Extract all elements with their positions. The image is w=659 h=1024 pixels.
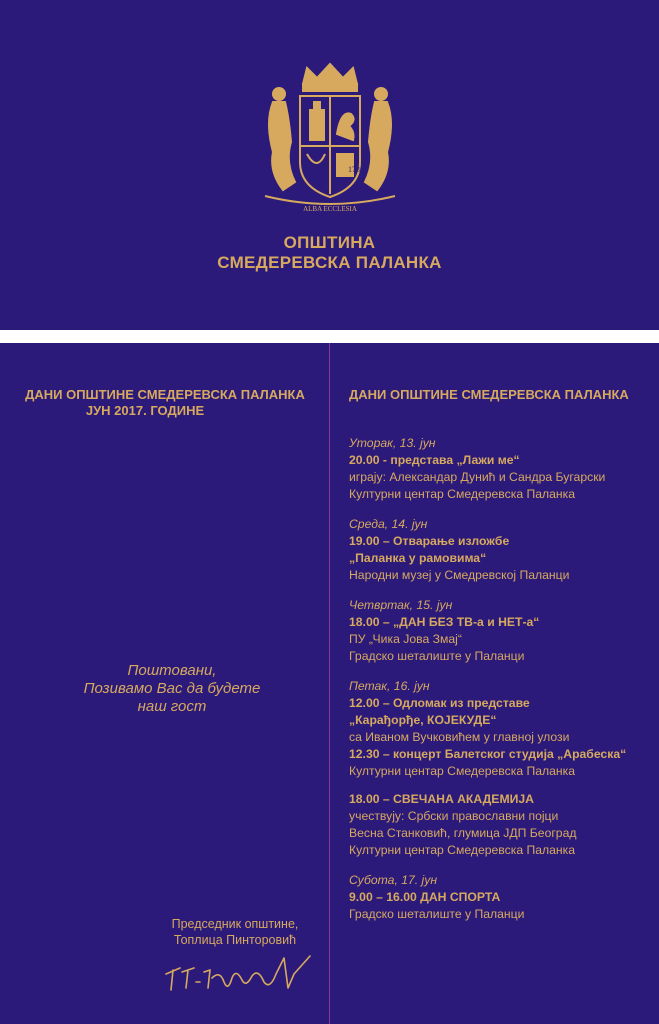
greeting-line: Позивамо Вас да будете — [83, 680, 261, 697]
program-list — [349, 435, 649, 936]
program-day-date: Субота, 17. јун — [349, 873, 438, 887]
program-day — [349, 597, 649, 665]
program-event: 19.00 – Отварање изложбе — [349, 534, 510, 548]
program-day — [349, 872, 649, 923]
program-day-date: Петак, 16. јун — [349, 679, 430, 693]
municipality-title-line1: ОПШТИНА — [283, 233, 376, 252]
program-event: 20.00 - представа „Лажи ме“ — [349, 453, 520, 467]
crest-motto: ALBA ECCLESIA — [303, 205, 357, 213]
program-day-date: Среда, 14. јун — [349, 517, 428, 531]
right-heading: ДАНИ ОПШТИНЕ СМЕДЕРЕВСКА ПАЛАНКА — [349, 387, 629, 402]
signatory-title: Председник општине, — [171, 917, 299, 931]
program-day — [349, 516, 649, 584]
fold-line — [329, 343, 330, 1024]
greeting-line: Поштовани, — [127, 662, 217, 679]
signatory-name: Топлица Пинторовић — [173, 933, 297, 947]
greeting-line: наш гост — [137, 698, 207, 715]
program-detail: Градско шеталиште у Паланци — [349, 907, 525, 921]
greeting — [22, 662, 322, 716]
program-detail: Културни центар Смедеревска Паланка — [349, 764, 576, 778]
program-event: 9.00 – 16.00 ДАН СПОРТА — [349, 890, 501, 904]
left-heading-line1: ДАНИ ОПШТИНЕ СМЕДЕРЕВСКА ПАЛАНКА — [25, 387, 305, 402]
left-heading-line2: ЈУН 2017. ГОДИНЕ — [85, 403, 205, 418]
left-heading — [12, 387, 318, 419]
program-event: 12.30 – концерт Балетског студија „Арабеска“ — [349, 747, 627, 761]
program-day-date: Четвртак, 15. јун — [349, 598, 453, 612]
program-day — [349, 435, 649, 503]
cover-panel — [0, 0, 659, 330]
program-event: „Карађорђе, КОЈЕКУДЕ“ — [349, 713, 497, 727]
program-detail: Културни центар Смедеревска Паланка — [349, 487, 576, 501]
program-detail: учествују: Србски православни појци — [349, 809, 559, 823]
program-event: 18.00 – СВЕЧАНА АКАДЕМИЈА — [349, 792, 534, 806]
program-detail: Градско шеталиште у Паланци — [349, 649, 525, 663]
program-day — [349, 678, 649, 780]
municipality-title — [0, 233, 659, 273]
program-detail: Народни музеј у Смедревској Паланци — [349, 568, 570, 582]
program-event: 18.00 – „ДАН БЕЗ ТВ-а и НЕТ-а“ — [349, 615, 540, 629]
municipality-title-line2: СМЕДЕРЕВСКА ПАЛАНКА — [217, 253, 442, 272]
coat-of-arms-icon — [255, 62, 405, 214]
program-detail: Културни центар Смедеревска Паланка — [349, 843, 576, 857]
program-detail: ПУ „Чика Јова Змај“ — [349, 632, 462, 646]
crest-year: 1730 — [348, 165, 364, 174]
program-day — [349, 791, 649, 859]
program-detail: са Иваном Вучковићем у главној улози — [349, 730, 570, 744]
program-event: „Паланка у рамовима“ — [349, 551, 487, 565]
program-detail: играју: Александар Дунић и Сандра Бугарски — [349, 470, 606, 484]
program-event: 12.00 – Одломак из представе — [349, 696, 530, 710]
signatory — [140, 916, 330, 948]
program-detail: Весна Станковић, глумица ЈДП Београд — [349, 826, 577, 840]
program-day-date: Уторак, 13. јун — [349, 436, 436, 450]
signature — [160, 948, 320, 998]
